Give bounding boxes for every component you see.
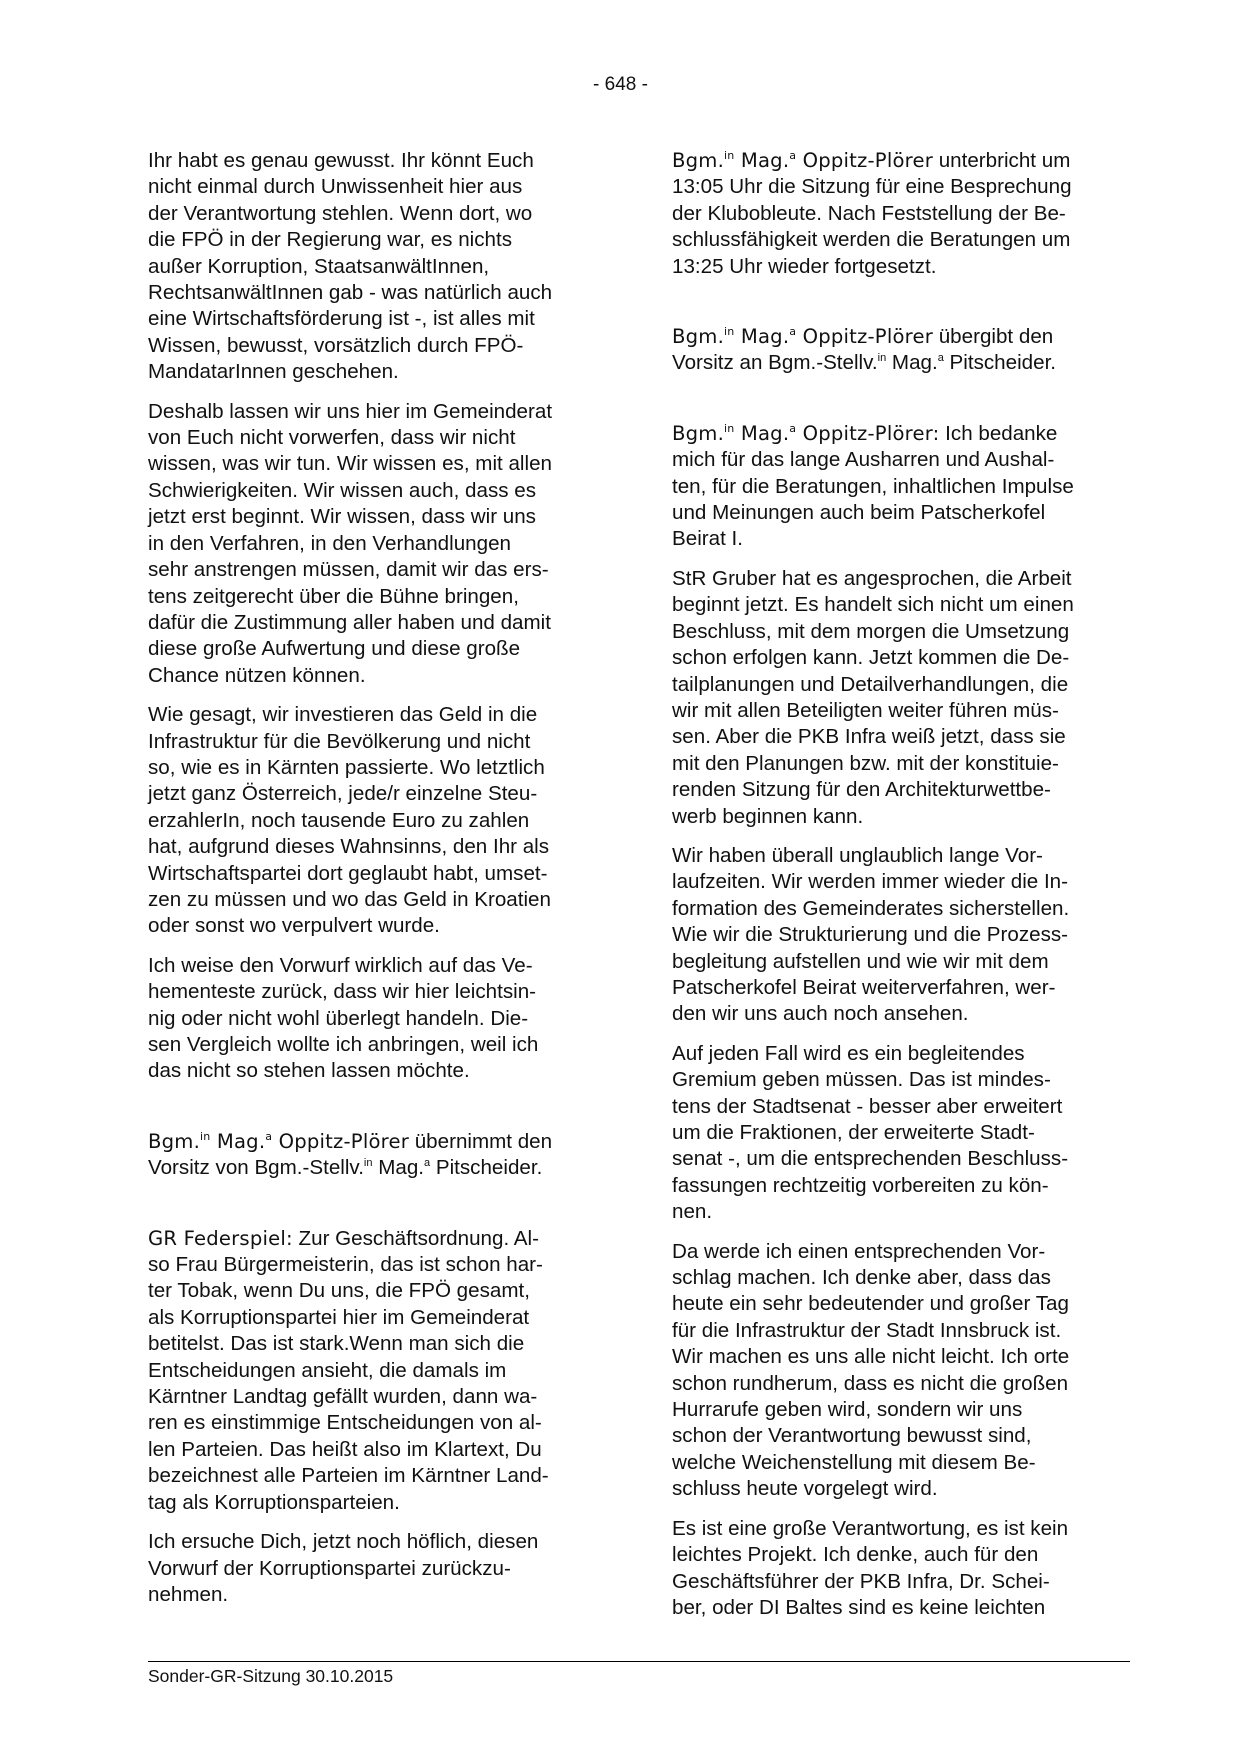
- text-line: das nicht so stehen lassen möchte.: [148, 1059, 470, 1083]
- text-line: Ihr habt es genau gewusst. Ihr könnt Euch: [148, 149, 534, 172]
- paragraph: [672, 421, 1120, 553]
- text-line: Vorsitz von Bgm.-Stellv.$^{in}$ Mag.$^a$ Pitscheider.: [148, 1156, 543, 1180]
- text-line: der Verantwortung stehlen. Wenn dort, wo: [148, 201, 533, 225]
- text-line: hat, aufgrund dieses Wahnsinns, den Ihr als: [148, 835, 550, 859]
- text-line: Beschluss, mit dem morgen die Umsetzung: [672, 619, 1070, 643]
- text-line: um die Fraktionen, der erweiterte Stadt-: [672, 1121, 1035, 1144]
- text-line: Schwierigkeiten. Wir wissen auch, dass es: [148, 478, 537, 502]
- text-line: Kärntner Landtag gefällt wurden, dann wa-: [148, 1385, 538, 1409]
- text-line: formation des Gemeinderates sicherstellen.: [672, 896, 1070, 920]
- text-line: Wissen, bewusst, vorsätzlich durch FPÖ-: [148, 333, 524, 357]
- text-line: Wirtschaftspartei dort geglaubt habt, umset-: [148, 861, 548, 885]
- text-line: StR Gruber hat es angesprochen, die Arbeit: [672, 566, 1072, 590]
- paragraph: [148, 1129, 596, 1182]
- paragraph: [672, 148, 1120, 280]
- text-line: nicht einmal durch Unwissenheit hier aus: [148, 175, 523, 199]
- text-line: nehmen.: [148, 1582, 229, 1606]
- text-line: außer Korruption, StaatsanwältInnen,: [148, 254, 490, 278]
- text-line: leichtes Projekt. Ich denke, auch für den: [672, 1543, 1039, 1567]
- paragraph: [148, 953, 596, 1085]
- text-line: Es ist eine große Verantwortung, es ist kein: [672, 1516, 1069, 1540]
- paragraph: [672, 324, 1120, 377]
- text-line: von Euch nicht vorwerfen, dass wir nicht: [148, 426, 516, 450]
- text-line: nig oder nicht wohl überlegt handeln. Die-: [148, 1006, 529, 1030]
- text-line: sehr anstrengen müssen, damit wir das ers-: [148, 558, 549, 582]
- text-line: 13:05 Uhr die Sitzung für eine Besprechung: [672, 175, 1072, 199]
- text-line: Wir haben überall unglaublich lange Vor-: [672, 843, 1043, 867]
- text-line: tailplanungen und Detailverhandlungen, die: [672, 672, 1069, 696]
- text-line: ber, oder DI Baltes sind es keine leichten: [672, 1595, 1046, 1619]
- text-line: Wir machen es uns alle nicht leicht. Ich orte: [672, 1345, 1070, 1369]
- page-number: - 648 -: [593, 74, 648, 95]
- text-line: der Klubobleute. Nach Feststellung der Be-: [672, 201, 1066, 225]
- text-line: senat -, um die entsprechenden Beschluss-: [672, 1147, 1069, 1171]
- text-line: Patscherkofel Beirat weiterverfahren, wer-: [672, 975, 1056, 999]
- text-line: Wie gesagt, wir investieren das Geld in die: [148, 703, 538, 727]
- text-line: für die Infrastruktur der Stadt Innsbruck ist.: [672, 1318, 1062, 1342]
- text-line: Bgm.$^{in}$ Mag.$^a$ Oppitz-Plörer unterbricht um: [672, 149, 1071, 172]
- text-line: Bgm.$^{in}$ Mag.$^a$ Oppitz-Plörer übernimmt den: [148, 1129, 553, 1153]
- text-line: Wie wir die Strukturierung und die Prozess-: [672, 923, 1069, 947]
- text-line: renden Sitzung für den Architekturwettbe-: [672, 778, 1051, 802]
- text-line: Hurrarufe geben wird, sondern wir uns: [672, 1398, 1023, 1422]
- text-line: schluss heute vorgelegt wird.: [672, 1477, 938, 1501]
- text-line: tens der Stadtsenat - besser aber erweitert: [672, 1094, 1063, 1118]
- text-line: in den Verfahren, in den Verhandlungen: [148, 531, 511, 555]
- text-line: 13:25 Uhr wieder fortgesetzt.: [672, 254, 937, 278]
- text-line: beginnt jetzt. Es handelt sich nicht um einen: [672, 593, 1074, 617]
- text-line: Gremium geben müssen. Das ist mindes-: [672, 1068, 1051, 1092]
- text-line: wissen, was wir tun. Wir wissen es, mit allen: [148, 452, 552, 476]
- paragraph: [148, 702, 596, 940]
- text-line: schon erfolgen kann. Jetzt kommen die De-: [672, 646, 1070, 670]
- text-line: dafür die Zustimmung aller haben und damit: [148, 610, 551, 634]
- text-line: so Frau Bürgermeisterin, das ist schon har-: [148, 1253, 543, 1277]
- text-line: den wir uns auch noch ansehen.: [672, 1002, 969, 1026]
- text-line: tens zeitgerecht über die Bühne bringen,: [148, 584, 519, 608]
- text-line: schlussfähigkeit werden die Beratungen um: [672, 228, 1071, 252]
- text-line: diese große Aufwertung und diese große: [148, 637, 521, 661]
- text-line: Ich ersuche Dich, jetzt noch höflich, diesen: [148, 1530, 539, 1554]
- right-column: [672, 148, 1120, 1634]
- text-line: Entscheidungen ansieht, die damals im: [148, 1358, 507, 1382]
- text-line: heute ein sehr bedeutender und großer Tag: [672, 1292, 1069, 1316]
- paragraph: [672, 843, 1120, 1028]
- text-line: und Meinungen auch beim Patscherkofel: [672, 501, 1046, 525]
- paragraph: [148, 1226, 596, 1516]
- text-line: jetzt ganz Österreich, jede/r einzelne Steu-: [148, 782, 538, 806]
- text-line: so, wie es in Kärnten passierte. Wo letztlich: [148, 755, 545, 779]
- text-line: Vorsitz an Bgm.-Stellv.$^{in}$ Mag.$^a$ Pitscheider.: [672, 351, 1057, 375]
- text-line: fassungen rechtzeitig vorbereiten zu kön-: [672, 1173, 1049, 1197]
- text-line: Deshalb lassen wir uns hier im Gemeinderat: [148, 399, 553, 423]
- text-line: Bgm.$^{in}$ Mag.$^a$ Oppitz-Plörer: Ich bedanke: [672, 421, 1058, 445]
- text-line: begleitung aufstellen und wie wir mit dem: [672, 949, 1049, 973]
- text-line: erzahlerIn, noch tausende Euro zu zahlen: [148, 808, 530, 832]
- text-line: wir mit allen Beteiligten weiter führen müs-: [672, 698, 1059, 722]
- text-line: Auf jeden Fall wird es ein begleitendes: [672, 1041, 1025, 1065]
- text-line: Chance nützen können.: [148, 663, 366, 687]
- text-line: Bgm.$^{in}$ Mag.$^a$ Oppitz-Plörer übergibt den: [672, 325, 1054, 349]
- text-line: RechtsanwältInnen gab - was natürlich auch: [148, 281, 553, 305]
- text-line: schon rundherum, dass es nicht die großen: [672, 1371, 1069, 1395]
- text-line: Da werde ich einen entsprechenden Vor-: [672, 1239, 1046, 1263]
- text-line: betitelst. Das ist stark.Wenn man sich die: [148, 1332, 525, 1356]
- paragraph: [148, 399, 596, 689]
- text-line: als Korruptionspartei hier im Gemeinderat: [148, 1305, 530, 1329]
- text-line: GR Federspiel: Zur Geschäftsordnung. Al-: [148, 1226, 539, 1250]
- text-line: Geschäftsführer der PKB Infra, Dr. Schei-: [672, 1569, 1050, 1593]
- paragraph: [672, 1516, 1120, 1622]
- text-line: ter Tobak, wenn Du uns, die FPÖ gesamt,: [148, 1279, 530, 1303]
- text-line: Vorwurf der Korruptionspartei zurückzu-: [148, 1556, 511, 1580]
- paragraph: [148, 1529, 596, 1608]
- text-line: eine Wirtschaftsförderung ist -, ist alles mit: [148, 307, 535, 331]
- text-line: die FPÖ in der Regierung war, es nichts: [148, 228, 513, 252]
- text-line: Beirat I.: [672, 527, 743, 551]
- text-line: tag als Korruptionsparteien.: [148, 1490, 400, 1514]
- text-line: werb beginnen kann.: [672, 804, 864, 828]
- paragraph: [672, 1041, 1120, 1226]
- text-line: ten, für die Beratungen, inhaltlichen Impulse: [672, 474, 1074, 498]
- text-line: schlag machen. Ich denke aber, dass das: [672, 1266, 1051, 1290]
- paragraph: [672, 1239, 1120, 1503]
- text-line: schon der Verantwortung bewusst sind,: [672, 1424, 1032, 1448]
- text-line: sen. Aber die PKB Infra weiß jetzt, dass sie: [672, 725, 1066, 749]
- text-line: laufzeiten. Wir werden immer wieder die In-: [672, 870, 1068, 894]
- text-line: hementeste zurück, dass wir hier leichtsin-: [148, 980, 537, 1004]
- footer-divider: [148, 1661, 1130, 1662]
- paragraph: [672, 566, 1120, 830]
- text-line: bezeichnest alle Parteien im Kärntner Land-: [148, 1464, 549, 1488]
- left-column: [148, 148, 596, 1621]
- text-line: Infrastruktur für die Bevölkerung und nicht: [148, 729, 531, 753]
- text-line: oder sonst wo verpulvert wurde.: [148, 914, 440, 938]
- text-line: sen Vergleich wollte ich anbringen, weil ich: [148, 1033, 539, 1056]
- text-line: mit den Planungen bzw. mit der konstituie-: [672, 751, 1059, 775]
- footer-session-label: Sonder-GR-Sitzung 30.10.2015: [148, 1666, 394, 1686]
- text-line: welche Weichenstellung mit diesem Be-: [672, 1450, 1036, 1474]
- text-line: len Parteien. Das heißt also im Klartext, Du: [148, 1437, 542, 1461]
- text-line: MandatarInnen geschehen.: [148, 360, 399, 384]
- text-line: mich für das lange Ausharren und Aushal-: [672, 448, 1055, 472]
- text-line: jetzt erst beginnt. Wir wissen, dass wir uns: [148, 505, 536, 529]
- text-line: nen.: [672, 1200, 713, 1224]
- text-line: ren es einstimmige Entscheidungen von al-: [148, 1411, 542, 1435]
- text-line: Ich weise den Vorwurf wirklich auf das Ve-: [148, 953, 533, 977]
- paragraph: [148, 148, 596, 386]
- text-line: zen zu müssen und wo das Geld in Kroatien: [148, 887, 551, 911]
